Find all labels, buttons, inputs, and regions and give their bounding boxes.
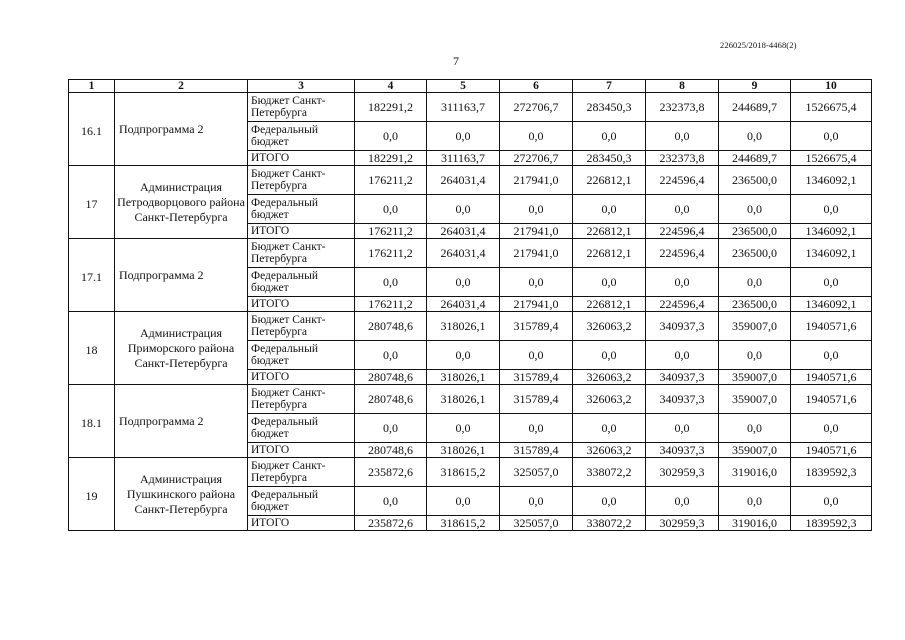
funding-source: Бюджет Санкт-Петербурга bbox=[248, 385, 355, 414]
funding-source: ИТОГО bbox=[248, 516, 355, 531]
amount-cell: 0,0 bbox=[719, 268, 791, 297]
amount-cell: 0,0 bbox=[500, 341, 573, 370]
funding-source: Федеральный бюджет bbox=[248, 414, 355, 443]
amount-cell: 182291,2 bbox=[355, 93, 427, 122]
amount-cell: 318026,1 bbox=[427, 370, 500, 385]
page-number: 7 bbox=[453, 54, 459, 68]
amount-cell: 340937,3 bbox=[646, 312, 719, 341]
amount-cell: 340937,3 bbox=[646, 370, 719, 385]
amount-cell: 235872,6 bbox=[355, 458, 427, 487]
amount-cell: 176211,2 bbox=[355, 239, 427, 268]
funding-source: Бюджет Санкт-Петербурга bbox=[248, 166, 355, 195]
amount-cell: 0,0 bbox=[573, 195, 646, 224]
amount-cell: 0,0 bbox=[427, 122, 500, 151]
amount-cell: 1839592,3 bbox=[791, 516, 872, 531]
amount-cell: 1526675,4 bbox=[791, 151, 872, 166]
amount-cell: 0,0 bbox=[791, 341, 872, 370]
amount-cell: 302959,3 bbox=[646, 516, 719, 531]
amount-cell: 318615,2 bbox=[427, 458, 500, 487]
table-row bbox=[69, 239, 872, 268]
funding-source: Бюджет Санкт-Петербурга bbox=[248, 239, 355, 268]
amount-cell: 244689,7 bbox=[719, 151, 791, 166]
amount-cell: 224596,4 bbox=[646, 166, 719, 195]
funding-source: ИТОГО bbox=[248, 151, 355, 166]
amount-cell: 0,0 bbox=[355, 487, 427, 516]
amount-cell: 338072,2 bbox=[573, 458, 646, 487]
column-header: 1 bbox=[69, 80, 115, 93]
row-number: 16.1 bbox=[69, 93, 115, 166]
amount-cell: 224596,4 bbox=[646, 297, 719, 312]
table-body bbox=[69, 80, 872, 531]
amount-cell: 280748,6 bbox=[355, 312, 427, 341]
amount-cell: 283450,3 bbox=[573, 93, 646, 122]
amount-cell: 0,0 bbox=[573, 341, 646, 370]
header-row bbox=[69, 80, 872, 93]
amount-cell: 315789,4 bbox=[500, 312, 573, 341]
table-row bbox=[69, 166, 872, 195]
column-header: 6 bbox=[500, 80, 573, 93]
funding-source: ИТОГО bbox=[248, 443, 355, 458]
amount-cell: 325057,0 bbox=[500, 516, 573, 531]
amount-cell: 217941,0 bbox=[500, 239, 573, 268]
amount-cell: 1839592,3 bbox=[791, 458, 872, 487]
table-row bbox=[69, 312, 872, 341]
amount-cell: 226812,1 bbox=[573, 224, 646, 239]
amount-cell: 264031,4 bbox=[427, 224, 500, 239]
row-number: 18.1 bbox=[69, 385, 115, 458]
amount-cell: 272706,7 bbox=[500, 93, 573, 122]
amount-cell: 315789,4 bbox=[500, 385, 573, 414]
amount-cell: 0,0 bbox=[719, 122, 791, 151]
amount-cell: 224596,4 bbox=[646, 239, 719, 268]
amount-cell: 0,0 bbox=[427, 414, 500, 443]
amount-cell: 232373,8 bbox=[646, 151, 719, 166]
program-name: Администрация Пушкинского района Санкт-Петербурга bbox=[115, 458, 248, 531]
table-row bbox=[69, 93, 872, 122]
amount-cell: 0,0 bbox=[646, 341, 719, 370]
funding-source: ИТОГО bbox=[248, 370, 355, 385]
amount-cell: 236500,0 bbox=[719, 239, 791, 268]
program-name: Подпрограмма 2 bbox=[115, 239, 248, 312]
row-number: 17.1 bbox=[69, 239, 115, 312]
column-header: 10 bbox=[791, 80, 872, 93]
row-number: 18 bbox=[69, 312, 115, 385]
funding-source: Федеральный бюджет bbox=[248, 268, 355, 297]
column-header: 9 bbox=[719, 80, 791, 93]
document-id: 226025/2018-4468(2) bbox=[720, 40, 797, 50]
amount-cell: 0,0 bbox=[355, 341, 427, 370]
program-name: Администрация Приморского района Санкт-Петербурга bbox=[115, 312, 248, 385]
amount-cell: 0,0 bbox=[355, 268, 427, 297]
table-row bbox=[69, 385, 872, 414]
amount-cell: 182291,2 bbox=[355, 151, 427, 166]
amount-cell: 0,0 bbox=[355, 122, 427, 151]
amount-cell: 0,0 bbox=[573, 268, 646, 297]
amount-cell: 0,0 bbox=[427, 341, 500, 370]
funding-source: ИТОГО bbox=[248, 297, 355, 312]
program-name: Подпрограмма 2 bbox=[115, 385, 248, 458]
amount-cell: 280748,6 bbox=[355, 443, 427, 458]
amount-cell: 217941,0 bbox=[500, 166, 573, 195]
amount-cell: 226812,1 bbox=[573, 297, 646, 312]
amount-cell: 0,0 bbox=[355, 195, 427, 224]
amount-cell: 280748,6 bbox=[355, 385, 427, 414]
amount-cell: 0,0 bbox=[427, 268, 500, 297]
amount-cell: 0,0 bbox=[791, 487, 872, 516]
funding-source: Бюджет Санкт-Петербурга bbox=[248, 458, 355, 487]
amount-cell: 0,0 bbox=[573, 414, 646, 443]
funding-source: Федеральный бюджет bbox=[248, 341, 355, 370]
amount-cell: 1526675,4 bbox=[791, 93, 872, 122]
amount-cell: 0,0 bbox=[573, 122, 646, 151]
amount-cell: 264031,4 bbox=[427, 166, 500, 195]
amount-cell: 1346092,1 bbox=[791, 297, 872, 312]
amount-cell: 359007,0 bbox=[719, 312, 791, 341]
amount-cell: 326063,2 bbox=[573, 443, 646, 458]
amount-cell: 326063,2 bbox=[573, 312, 646, 341]
amount-cell: 326063,2 bbox=[573, 385, 646, 414]
amount-cell: 0,0 bbox=[646, 487, 719, 516]
amount-cell: 326063,2 bbox=[573, 370, 646, 385]
amount-cell: 359007,0 bbox=[719, 443, 791, 458]
amount-cell: 226812,1 bbox=[573, 166, 646, 195]
amount-cell: 0,0 bbox=[719, 487, 791, 516]
funding-source: Федеральный бюджет bbox=[248, 487, 355, 516]
amount-cell: 0,0 bbox=[719, 414, 791, 443]
amount-cell: 318615,2 bbox=[427, 516, 500, 531]
amount-cell: 176211,2 bbox=[355, 224, 427, 239]
column-header: 4 bbox=[355, 80, 427, 93]
amount-cell: 0,0 bbox=[791, 268, 872, 297]
amount-cell: 340937,3 bbox=[646, 385, 719, 414]
amount-cell: 0,0 bbox=[719, 195, 791, 224]
amount-cell: 176211,2 bbox=[355, 297, 427, 312]
amount-cell: 311163,7 bbox=[427, 151, 500, 166]
amount-cell: 264031,4 bbox=[427, 239, 500, 268]
amount-cell: 1940571,6 bbox=[791, 312, 872, 341]
amount-cell: 0,0 bbox=[719, 341, 791, 370]
amount-cell: 318026,1 bbox=[427, 312, 500, 341]
amount-cell: 232373,8 bbox=[646, 93, 719, 122]
amount-cell: 315789,4 bbox=[500, 370, 573, 385]
column-header: 2 bbox=[115, 80, 248, 93]
amount-cell: 236500,0 bbox=[719, 166, 791, 195]
amount-cell: 0,0 bbox=[791, 414, 872, 443]
amount-cell: 0,0 bbox=[646, 268, 719, 297]
amount-cell: 280748,6 bbox=[355, 370, 427, 385]
amount-cell: 0,0 bbox=[646, 122, 719, 151]
amount-cell: 217941,0 bbox=[500, 297, 573, 312]
amount-cell: 318026,1 bbox=[427, 443, 500, 458]
amount-cell: 0,0 bbox=[646, 195, 719, 224]
amount-cell: 244689,7 bbox=[719, 93, 791, 122]
amount-cell: 236500,0 bbox=[719, 297, 791, 312]
amount-cell: 176211,2 bbox=[355, 166, 427, 195]
amount-cell: 1940571,6 bbox=[791, 370, 872, 385]
row-number: 19 bbox=[69, 458, 115, 531]
budget-table bbox=[68, 79, 872, 531]
amount-cell: 340937,3 bbox=[646, 443, 719, 458]
amount-cell: 0,0 bbox=[500, 195, 573, 224]
amount-cell: 359007,0 bbox=[719, 370, 791, 385]
row-number: 17 bbox=[69, 166, 115, 239]
amount-cell: 302959,3 bbox=[646, 458, 719, 487]
amount-cell: 0,0 bbox=[500, 487, 573, 516]
amount-cell: 1346092,1 bbox=[791, 224, 872, 239]
table-row bbox=[69, 458, 872, 487]
amount-cell: 311163,7 bbox=[427, 93, 500, 122]
amount-cell: 217941,0 bbox=[500, 224, 573, 239]
amount-cell: 319016,0 bbox=[719, 458, 791, 487]
column-header: 5 bbox=[427, 80, 500, 93]
amount-cell: 325057,0 bbox=[500, 458, 573, 487]
amount-cell: 224596,4 bbox=[646, 224, 719, 239]
amount-cell: 0,0 bbox=[427, 487, 500, 516]
amount-cell: 235872,6 bbox=[355, 516, 427, 531]
amount-cell: 1940571,6 bbox=[791, 443, 872, 458]
column-header: 3 bbox=[248, 80, 355, 93]
program-name: Подпрограмма 2 bbox=[115, 93, 248, 166]
amount-cell: 318026,1 bbox=[427, 385, 500, 414]
amount-cell: 315789,4 bbox=[500, 443, 573, 458]
amount-cell: 226812,1 bbox=[573, 239, 646, 268]
amount-cell: 264031,4 bbox=[427, 297, 500, 312]
amount-cell: 0,0 bbox=[791, 122, 872, 151]
amount-cell: 359007,0 bbox=[719, 385, 791, 414]
funding-source: Бюджет Санкт-Петербурга bbox=[248, 312, 355, 341]
amount-cell: 338072,2 bbox=[573, 516, 646, 531]
funding-source: Федеральный бюджет bbox=[248, 195, 355, 224]
amount-cell: 0,0 bbox=[500, 414, 573, 443]
amount-cell: 0,0 bbox=[646, 414, 719, 443]
funding-source: ИТОГО bbox=[248, 224, 355, 239]
amount-cell: 0,0 bbox=[791, 195, 872, 224]
amount-cell: 236500,0 bbox=[719, 224, 791, 239]
amount-cell: 272706,7 bbox=[500, 151, 573, 166]
column-header: 7 bbox=[573, 80, 646, 93]
funding-source: Бюджет Санкт-Петербурга bbox=[248, 93, 355, 122]
amount-cell: 0,0 bbox=[500, 122, 573, 151]
amount-cell: 1346092,1 bbox=[791, 166, 872, 195]
amount-cell: 1940571,6 bbox=[791, 385, 872, 414]
funding-source: Федеральный бюджет bbox=[248, 122, 355, 151]
amount-cell: 0,0 bbox=[573, 487, 646, 516]
column-header: 8 bbox=[646, 80, 719, 93]
amount-cell: 1346092,1 bbox=[791, 239, 872, 268]
amount-cell: 283450,3 bbox=[573, 151, 646, 166]
amount-cell: 0,0 bbox=[355, 414, 427, 443]
program-name: Администрация Петродворцового района Санкт-Петербурга bbox=[115, 166, 248, 239]
amount-cell: 0,0 bbox=[427, 195, 500, 224]
amount-cell: 319016,0 bbox=[719, 516, 791, 531]
amount-cell: 0,0 bbox=[500, 268, 573, 297]
